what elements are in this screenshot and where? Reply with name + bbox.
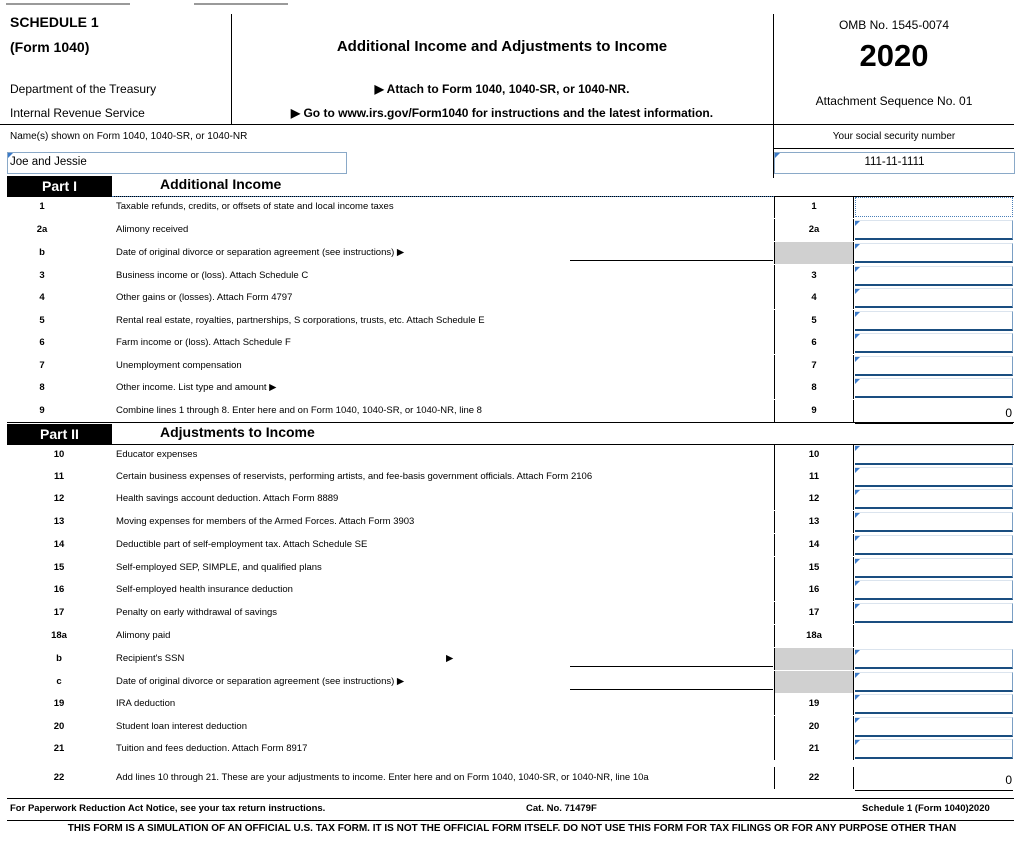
- field-marker-icon: [855, 718, 860, 723]
- line-number: 5: [39, 315, 45, 326]
- line-description: Alimony received: [116, 224, 189, 235]
- total-underline: [855, 423, 1013, 424]
- schedule-reference: Schedule 1 (Form 1040)2020: [862, 803, 990, 814]
- amount-input[interactable]: [855, 333, 1013, 353]
- line-description: Health savings account deduction. Attach Form 8889: [116, 493, 339, 504]
- part2-title: Adjustments to Income: [160, 424, 315, 440]
- footer-rule: [7, 798, 1014, 799]
- line-box-label: 14: [774, 534, 854, 556]
- amount-input[interactable]: [855, 378, 1013, 398]
- line-description: Student loan interest deduction: [116, 721, 247, 732]
- line-box-label: 7: [774, 355, 854, 377]
- entry-underline[interactable]: [570, 260, 773, 261]
- line-box-label: 9: [774, 400, 854, 422]
- field-marker-icon: [855, 513, 860, 518]
- line-box-label: 16: [774, 579, 854, 601]
- field-marker-icon: [855, 267, 860, 272]
- line-description: IRA deduction: [116, 698, 176, 709]
- line-box-label: 12: [774, 488, 854, 510]
- amount-input[interactable]: [855, 672, 1013, 692]
- total-amount: 0: [1005, 406, 1012, 420]
- field-marker-icon: [855, 244, 860, 249]
- line-number: 13: [53, 516, 65, 527]
- line-box-label: 18a: [774, 625, 854, 647]
- line-box-label: 11: [774, 466, 854, 488]
- catalog-number: Cat. No. 71479F: [526, 803, 597, 814]
- line-number: 3: [39, 270, 45, 281]
- line-number: 1: [39, 201, 45, 212]
- line-number: 4: [39, 292, 45, 303]
- line-box-label: 21: [774, 738, 854, 760]
- line-description: Unemployment compensation: [116, 360, 242, 371]
- line-description: Farm income or (loss). Attach Schedule F: [116, 337, 291, 348]
- line-number: 16: [53, 584, 65, 595]
- line-box-label: 5: [774, 310, 854, 332]
- amount-input[interactable]: [855, 717, 1013, 737]
- line-description: Other income. List type and amount ▶: [116, 382, 277, 393]
- line-number: 10: [53, 449, 65, 460]
- amount-input[interactable]: [855, 467, 1013, 487]
- line-box-label: [774, 671, 854, 693]
- line-description: Taxable refunds, credits, or offsets of state and local income taxes: [116, 201, 394, 212]
- header-rule: [0, 124, 1014, 125]
- total-amount: 0: [1005, 773, 1012, 787]
- line-description: Moving expenses for members of the Armed Forces. Attach Form 3903: [116, 516, 415, 527]
- department: Department of the Treasury: [10, 82, 157, 96]
- amount-input[interactable]: [855, 220, 1013, 240]
- entry-underline[interactable]: [570, 666, 773, 667]
- field-marker-icon: [855, 695, 860, 700]
- line-description: Certain business expenses of reservists, performing artists, and fee-basis government officials. Attach Form 2106: [116, 471, 593, 482]
- page-title: Additional Income and Adjustments to Income: [336, 38, 668, 55]
- attach-instruction: ▶ Attach to Form 1040, 1040-SR, or 1040-NR.: [374, 82, 630, 96]
- amount-input[interactable]: [855, 603, 1013, 623]
- line-number: 19: [53, 698, 65, 709]
- line-description: Date of original divorce or separation agreement (see instructions) ▶: [116, 676, 405, 687]
- line-number: 8: [39, 382, 45, 393]
- field-marker-icon: [855, 559, 860, 564]
- focus-outline: [112, 196, 774, 197]
- entry-underline[interactable]: [570, 689, 773, 690]
- amount-input[interactable]: [855, 243, 1013, 263]
- line-description: Self-employed health insurance deduction: [116, 584, 293, 595]
- line-box-label: 1: [774, 196, 854, 218]
- field-marker-icon: [775, 153, 780, 158]
- line-description: Rental real estate, royalties, partnerships, S corporations, trusts, etc. Attach Schedule E: [116, 315, 485, 326]
- line-box-label: 20: [774, 716, 854, 738]
- line-number: 2a: [36, 224, 48, 235]
- omb-number: OMB No. 1545-0074: [838, 18, 950, 32]
- line-description: Date of original divorce or separation agreement (see instructions) ▶: [116, 247, 405, 258]
- form-ref: (Form 1040): [10, 39, 90, 55]
- field-marker-icon: [855, 673, 860, 678]
- field-marker-icon: [855, 379, 860, 384]
- line-number: b: [56, 653, 62, 664]
- line-description: Combine lines 1 through 8. Enter here and on Form 1040, 1040-SR, or 1040-NR, line 8: [116, 405, 482, 416]
- tax-year: 2020: [859, 38, 929, 73]
- line-description: Business income or (loss). Attach Schedule C: [116, 270, 309, 281]
- line-description: Tuition and fees deduction. Attach Form 8917: [116, 743, 308, 754]
- field-marker-icon: [855, 357, 860, 362]
- amount-input[interactable]: [855, 197, 1013, 217]
- line-number: 12: [53, 493, 65, 504]
- line-box-label: 22: [774, 767, 854, 789]
- amount-input[interactable]: [855, 445, 1013, 465]
- part1-title: Additional Income: [160, 176, 282, 192]
- total-underline: [855, 790, 1013, 791]
- field-marker-icon: [855, 650, 860, 655]
- line-description: Alimony paid: [116, 630, 171, 641]
- line-description: Educator expenses: [116, 449, 198, 460]
- line-number: 11: [53, 471, 65, 482]
- ssn-input[interactable]: [774, 152, 1015, 174]
- line-number: 6: [39, 337, 45, 348]
- line-number: b: [39, 247, 45, 258]
- field-marker-icon: [855, 446, 860, 451]
- field-marker-icon: [855, 490, 860, 495]
- amount-input[interactable]: [855, 649, 1013, 669]
- part1-badge: Part I: [7, 176, 112, 196]
- amount-input[interactable]: [855, 489, 1013, 509]
- part2-badge: Part II: [7, 424, 112, 444]
- line-box-label: 17: [774, 602, 854, 624]
- amount-input[interactable]: [855, 739, 1013, 759]
- line-box-label: 10: [774, 444, 854, 466]
- amount-input[interactable]: [855, 558, 1013, 578]
- top-tab-strip: [0, 0, 1024, 6]
- names-label: Name(s) shown on Form 1040, 1040-SR, or 1040-NR: [10, 131, 248, 142]
- amount-input[interactable]: [855, 356, 1013, 376]
- arrow-icon: ▶: [446, 653, 454, 664]
- irs-label: Internal Revenue Service: [10, 106, 145, 120]
- line-box-label: 2a: [774, 219, 854, 241]
- line-box-label: 6: [774, 332, 854, 354]
- line-number: 15: [53, 562, 65, 573]
- amount-input[interactable]: [855, 266, 1013, 286]
- names-value: Joe and Jessie: [10, 156, 87, 168]
- line-box-label: [774, 242, 854, 264]
- part2-top-rule: [7, 422, 1014, 423]
- ssn-label: Your social security number: [832, 131, 956, 142]
- line-description: Recipient's SSN: [116, 653, 185, 664]
- tab-line: [194, 3, 288, 5]
- amount-input[interactable]: [855, 288, 1013, 308]
- amount-input[interactable]: [855, 535, 1013, 555]
- line-box-label: 13: [774, 511, 854, 533]
- line-description: Self-employed SEP, SIMPLE, and qualified plans: [116, 562, 322, 573]
- disclaimer-rule: [7, 820, 1014, 821]
- line-description: Deductible part of self-employment tax. Attach Schedule SE: [116, 539, 368, 550]
- paperwork-notice: For Paperwork Reduction Act Notice, see your tax return instructions.: [10, 803, 326, 814]
- field-marker-icon: [855, 468, 860, 473]
- attachment-sequence: Attachment Sequence No. 01: [815, 94, 973, 108]
- line-number: c: [56, 676, 62, 687]
- line-number: 14: [53, 539, 65, 550]
- simulation-disclaimer: THIS FORM IS A SIMULATION OF AN OFFICIAL U.S. TAX FORM. IT IS NOT THE OFFICIAL FORM ITSELF. DO NOT USE THIS FORM FOR TAX FILINGS OR FOR ANY PURPOSE OTHER THAN: [67, 824, 957, 834]
- line-box-label: 8: [774, 377, 854, 399]
- field-marker-icon: [855, 289, 860, 294]
- ssn-value: 111-11-1111: [864, 156, 925, 168]
- line-description: Other gains or (losses). Attach Form 4797: [116, 292, 293, 303]
- line-description: Add lines 10 through 21. These are your adjustments to income. Enter here and on Form 1040, 1040-SR, or 1040-NR, line 10a: [116, 772, 649, 783]
- field-marker-icon: [855, 581, 860, 586]
- schedule-title: SCHEDULE 1: [10, 14, 99, 30]
- line-description: Penalty on early withdrawal of savings: [116, 607, 278, 618]
- field-marker-icon: [855, 536, 860, 541]
- line-number: 22: [53, 772, 65, 783]
- ssn-rule: [774, 148, 1014, 149]
- amount-input[interactable]: [855, 311, 1013, 331]
- names-input[interactable]: [7, 152, 347, 174]
- tab-line: [6, 3, 130, 5]
- line-number: 9: [39, 405, 45, 416]
- field-marker-icon: [855, 221, 860, 226]
- line-number: 20: [53, 721, 65, 732]
- line-number: 7: [39, 360, 45, 371]
- line-box-label: 19: [774, 693, 854, 715]
- line-box-label: 3: [774, 265, 854, 287]
- line-number: 18a: [51, 630, 67, 641]
- line-number: 17: [53, 607, 65, 618]
- field-marker-icon: [855, 334, 860, 339]
- field-marker-icon: [855, 604, 860, 609]
- line-number: 21: [53, 743, 65, 754]
- line-box-label: 4: [774, 287, 854, 309]
- field-marker-icon: [855, 312, 860, 317]
- line-box-label: [774, 648, 854, 670]
- goto-instruction: ▶ Go to www.irs.gov/Form1040 for instructions and the latest information.: [290, 106, 714, 120]
- field-marker-icon: [855, 740, 860, 745]
- amount-input[interactable]: [855, 694, 1013, 714]
- amount-input[interactable]: [855, 580, 1013, 600]
- line-box-label: 15: [774, 557, 854, 579]
- amount-input[interactable]: [855, 512, 1013, 532]
